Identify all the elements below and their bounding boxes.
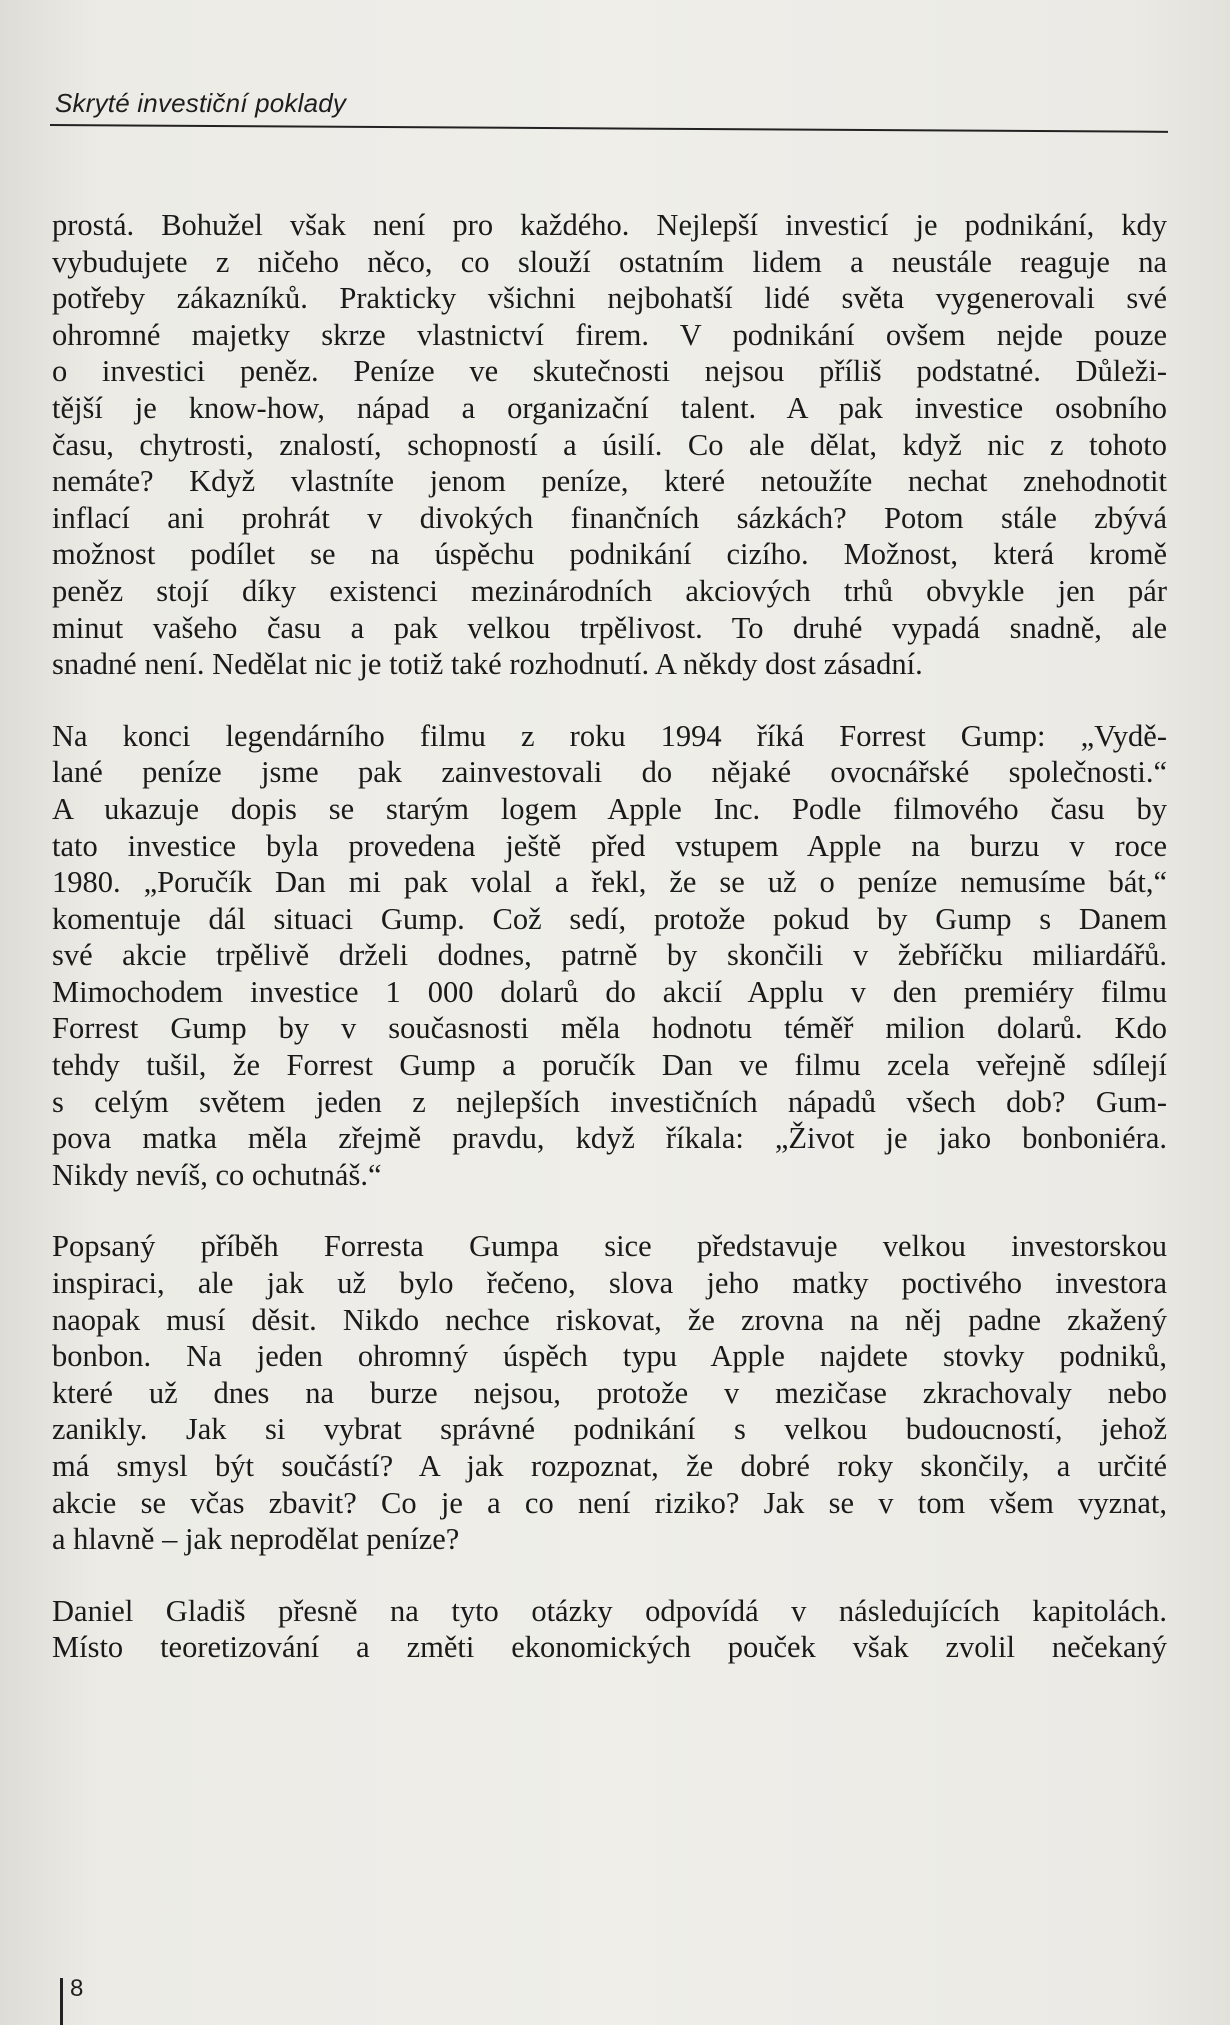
text-line: komentuje dál situaci Gump. Což sedí, protože pokud by Gump s Danem [52, 901, 1167, 936]
text-line: inspiraci, ale jak už bylo řečeno, slova jeho matky poctivého investora [52, 1266, 1167, 1301]
text-line: pova matka měla zřejmě pravdu, když říkala: „Život je jako bonboniéra. [52, 1121, 1167, 1156]
text-line: Forrest Gump by v současnosti měla hodnotu téměř milion dolarů. Kdo [52, 1011, 1167, 1046]
text-line: snadné není. Nedělat nic je totiž také rozhodnutí. A někdy dost zásadní. [52, 647, 923, 682]
paragraph [52, 718, 1167, 1194]
text-line: své akcie trpělivě drželi dodnes, patrně by skončili v žebříčku miliardářů. [52, 938, 1167, 973]
text-line: Na konci legendárního filmu z roku 1994 říká Forrest Gump: „Vydě- [52, 718, 1167, 753]
running-header: Skryté investiční poklady [55, 88, 347, 118]
paragraph [52, 1593, 1167, 1666]
text-line: Místo teoretizování a změti ekonomických pouček však zvolil nečekaný [52, 1630, 1167, 1665]
text-line: tější je know-how, nápad a organizační talent. A pak investice osobního [52, 390, 1167, 425]
text-line: peněz stojí díky existenci mezinárodních akciových trhů obvykle jen pár [52, 573, 1167, 608]
text-line: potřeby zákazníků. Prakticky všichni nejbohatší lidé světa vygenerovali své [52, 281, 1167, 316]
text-line: A ukazuje dopis se starým logem Apple Inc. Podle filmového času by [52, 791, 1167, 826]
text-line: možnost podílet se na úspěchu podnikání cizího. Možnost, která kromě [52, 537, 1167, 572]
text-line: inflací ani prohrát v divokých finančních sázkách? Potom stále zbývá [52, 500, 1167, 535]
paragraph [52, 1228, 1167, 1557]
text-line: a hlavně – jak neprodělat peníze? [52, 1522, 460, 1557]
text-line: naopak musí děsit. Nikdo nechce riskovat, že zrovna na něj padne zkažený [52, 1302, 1167, 1337]
text-line: nemáte? Když vlastníte jenom peníze, které netoužíte nechat znehodnotit [52, 464, 1167, 499]
text-line: které už dnes na burze nejsou, protože v mezičase zkrachovaly nebo [52, 1375, 1167, 1410]
header-rule [50, 124, 1168, 133]
paragraph [52, 207, 1167, 683]
text-line: zanikly. Jak si vybrat správné podnikání s velkou budoucností, jehož [52, 1412, 1167, 1447]
text-line: vybudujete z ničeho něco, co slouží ostatním lidem a neustále reaguje na [52, 244, 1167, 279]
text-line: tehdy tušil, že Forrest Gump a poručík Dan ve filmu zcela veřejně sdílejí [52, 1048, 1167, 1083]
text-line: o investici peněz. Peníze ve skutečnosti nejsou příliš podstatné. Důleži- [52, 354, 1167, 389]
text-line: Nikdy nevíš, co ochutnáš.“ [52, 1157, 382, 1192]
text-line: tato investice byla provedena ještě před vstupem Apple na burzu v roce [52, 828, 1167, 863]
text-line: s celým světem jeden z nejlepších investičních nápadů všech dob? Gum- [52, 1084, 1167, 1119]
text-line: má smysl být součástí? A jak rozpoznat, že dobré roky skončily, a určité [52, 1449, 1167, 1483]
text-line: Popsaný příběh Forresta Gumpa sice představuje velkou investorskou [52, 1229, 1167, 1264]
text-line: lané peníze jsme pak zainvestovali do nějaké ovocnářské společnosti.“ [52, 755, 1167, 790]
text-line: Daniel Gladiš přesně na tyto otázky odpovídá v následujících kapitolách. [52, 1593, 1167, 1628]
body-text [52, 207, 1167, 1701]
text-line: ohromné majetky skrze vlastnictví firem. V podnikání ovšem nejde pouze [52, 317, 1167, 352]
page-number-rule [60, 1978, 63, 2025]
page-number: 8 [70, 1975, 84, 2002]
text-line: 1980. „Poručík Dan mi pak volal a řekl, že se už o peníze nemusíme bát,“ [52, 865, 1167, 900]
text-line: bonbon. Na jeden ohromný úspěch typu Apple najdete stovky podniků, [52, 1339, 1167, 1374]
text-line: času, chytrosti, znalostí, schopností a úsilí. Co ale dělat, když nic z tohoto [52, 427, 1167, 462]
text-line: Mimochodem investice 1 000 dolarů do akcií Applu v den premiéry filmu [52, 974, 1167, 1009]
text-line: prostá. Bohužel však není pro každého. Nejlepší investicí je podnikání, kdy [52, 208, 1167, 242]
text-line: minut vašeho času a pak velkou trpělivost. To druhé vypadá snadně, ale [52, 610, 1167, 645]
text-line: akcie se včas zbavit? Co je a co není riziko? Jak se v tom všem vyznat, [52, 1485, 1167, 1520]
